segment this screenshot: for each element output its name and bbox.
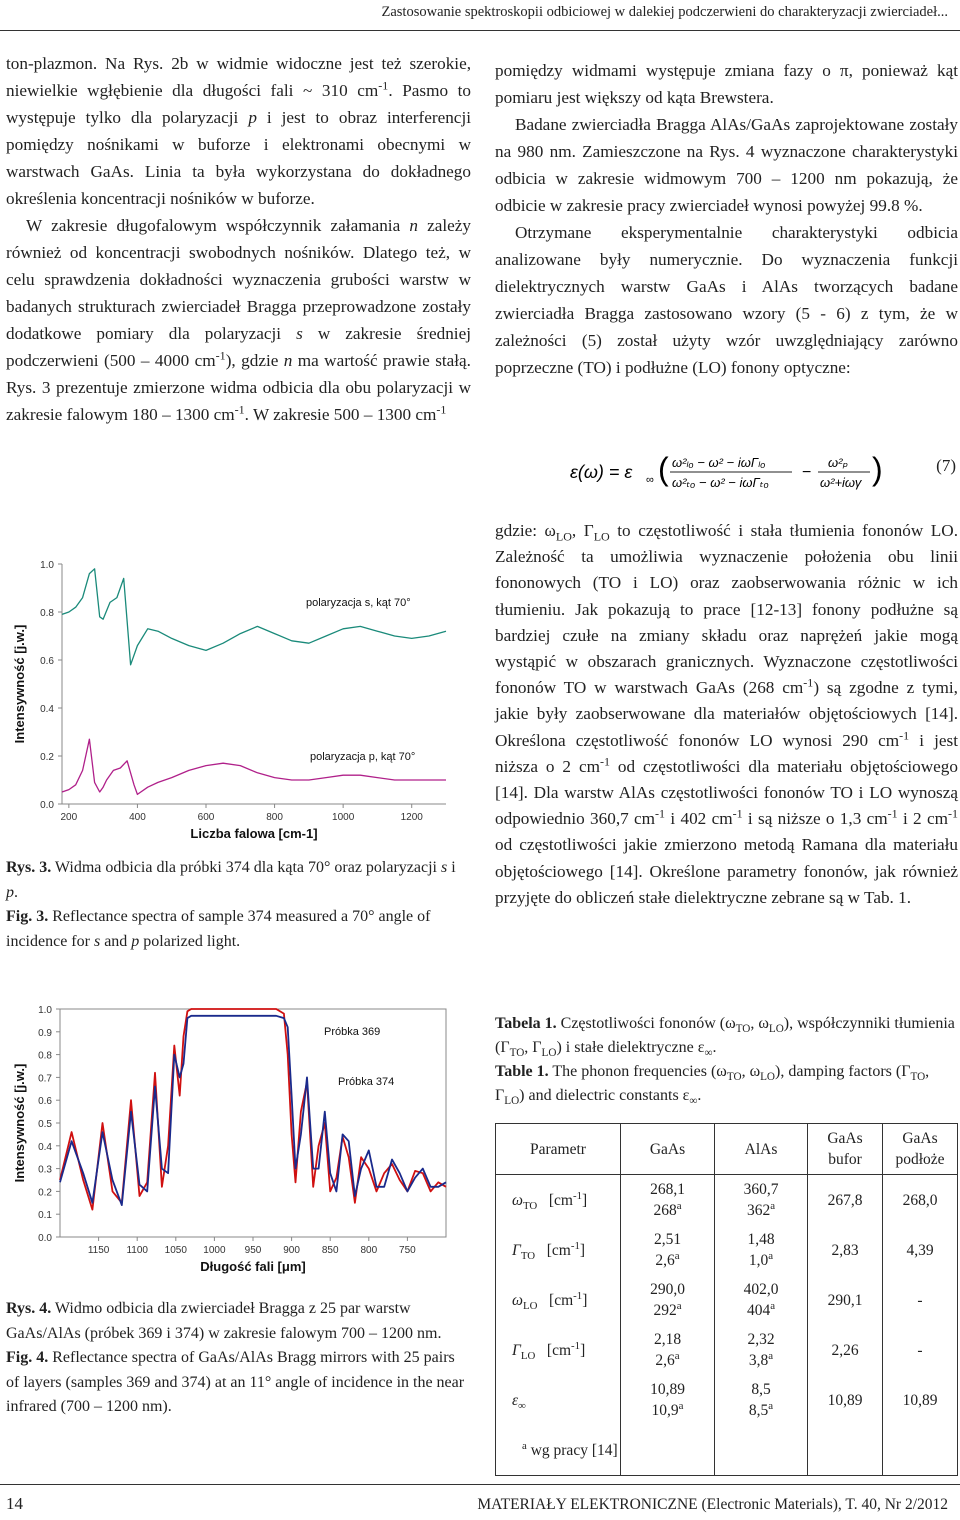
table-header: AlAs [715,1124,808,1175]
table-cell: 2,83 [808,1225,883,1275]
paragraph: ton-plazmon. Na Rys. 2b w widmie widoczne jest też szerokie, niewielkie wgłębienie dla długości fali ~ 310 $cm^{-1}$. Pasmo to występuje tylko dla polaryzacji p i jest to obraz interferencji pomiędzy nośnikami w buforze i elektronami obecnymi w warstwach GaAs. Linia ta była wykorzystana do dokładnego określenia koncentracji nośników w buforze. [6,54,471,208]
table-header: GaAs podłoże [883,1124,958,1175]
y-tick-label: 0.0 [38,1233,52,1244]
x-tick-label: 1000 [332,812,355,823]
table-cell-param: $\Gamma_{TO}$ $[cm^{-1}]$ [496,1225,621,1275]
table-cell: 360,7 362$^a$ [715,1175,808,1226]
y-tick-label: 0.4 [40,704,54,715]
right-column-text [495,57,958,381]
x-tick-label: 200 [60,812,78,823]
caption-english: Fig. 4. Reflectance spectra of GaAs/AlAs Bragg mirrors with 25 pairs of layers (samples 369 and 374) at an 11° angle of incidence in the near infrared (700 – 1200 nm). [6,1349,465,1415]
svg-text:∞: ∞ [646,474,654,486]
x-tick-label: 1200 [400,812,423,823]
x-tick-label: 950 [244,1245,262,1256]
x-tick-label: 1050 [164,1245,187,1256]
y-tick-label: 0.0 [40,800,54,811]
x-axis-label: Liczba falowa [cm-1] [190,826,318,841]
table-row [496,1225,958,1275]
table-header: GaAs bufor [808,1124,883,1175]
y-tick-label: 1.0 [40,560,54,571]
table-footnote: $^a$ wg pracy [14] [496,1425,621,1476]
y-axis-label: Intensywność [j.w.] [12,624,27,744]
y-tick-label: 0.2 [40,752,54,763]
series-label: polaryzacja s, kąt 70° [306,597,411,609]
y-axis-label: Intensywność [j.w.] [12,1063,27,1183]
series-line [62,569,446,665]
y-tick-label: 0.8 [40,608,54,619]
y-tick-label: 0.3 [38,1164,52,1176]
y-tick-label: 1.0 [38,1005,52,1016]
series-label: polaryzacja p, kąt 70° [310,751,416,763]
plot-frame [60,1009,446,1237]
table-cell-param: $\Gamma_{LO}$ $[cm^{-1}]$ [496,1325,621,1375]
table-cell: 10,89 [883,1375,958,1425]
footer-rule [0,1484,960,1485]
caption-english: Table 1. The phonon frequencies ($\omega_{TO}$, $\omega_{LO}$), damping factors ($\Gamma_{TO}$, $\Gamma_{LO}$) and dielectric constants $\varepsilon_\infty$. [495,1063,930,1108]
page-number: 14 [6,1494,23,1513]
table-row [496,1325,958,1375]
table-cell: 10,89 10,9$^a$ [621,1375,715,1425]
table-cell: 402,0 404$^a$ [715,1275,808,1325]
series-label: Próbka 374 [338,1076,395,1088]
caption-english: Fig. 3. Reflectance spectra of sample 374 measured a 70° angle of incidence for s and p polarized light. [6,908,431,950]
table-header: GaAs [621,1124,715,1175]
series-label: Próbka 369 [324,1026,381,1038]
x-tick-label: 1100 [126,1245,148,1256]
table-1-caption [495,1012,958,1108]
table-row [496,1175,958,1226]
table-footnote-row [496,1425,958,1476]
svg-text:−: − [802,464,812,481]
paragraph: Otrzymane eksperymentalnie charakterystyki odbicia analizowane były numerycznie. Do wyznaczenia funkcji dielektrycznych warstw GaAs i AlAs tworzących badane zwierciadła Bragga zastosowano wzory (5 - 6) z tym, że w zależności (5) został użyty wzór uwzględniający zarówno poprzeczne (TO) i podłużne (LO) fonony optyczne: [495,223,958,377]
right-column-text-2 [495,518,958,911]
figure-3-caption [6,856,471,954]
table-row [496,1375,958,1425]
figure-4-caption [6,1297,471,1420]
header-rule [0,30,960,31]
y-tick-label: 0.9 [38,1027,52,1039]
running-title: Zastosowanie spektroskopii odbiciowej w dalekiej podczerwieni do charakteryzacji zwierciadeł... [381,4,948,20]
y-tick-label: 0.5 [38,1119,52,1130]
y-tick-label: 0.4 [38,1141,52,1153]
table-header: Parametr [496,1124,621,1175]
table-cell-param: $\omega_{LO}$ $[cm^{-1}]$ [496,1275,621,1325]
svg-text:ω²ₚ: ω²ₚ [828,455,849,470]
x-tick-label: 900 [283,1245,300,1256]
series-line [62,739,446,794]
table-cell: 290,0 292$^a$ [621,1275,715,1325]
series-line [60,1016,446,1205]
x-tick-label: 600 [197,812,215,823]
table-cell-empty [808,1425,883,1476]
table-cell: 268,1 268$^a$ [621,1175,715,1226]
table-row [496,1275,958,1325]
figure-4-chart [6,995,468,1285]
caption-polish: Tabela 1. Częstotliwości fononów ($\omega_{TO}$, $\omega_{LO}$), współczynniki tłumienia ($\Gamma_{TO}$, $\Gamma_{LO}$) i stałe dielektryczne $\varepsilon_\infty$. [495,1015,955,1060]
x-tick-label: 1150 [87,1245,110,1256]
table-cell: 1,48 1,0$^a$ [715,1225,808,1275]
svg-text:ω²+iωγ: ω²+iωγ [820,475,862,490]
table-cell: 2,32 3,8$^a$ [715,1325,808,1375]
table-cell: - [883,1325,958,1375]
svg-text:ω²ₗₒ − ω² − iωΓₗₒ: ω²ₗₒ − ω² − iωΓₗₒ [672,455,766,470]
table-header-row [496,1124,958,1175]
table-1 [495,1123,958,1476]
journal-name: MATERIAŁY ELEKTRONICZNE (Electronic Materials), T. 40, Nr 2/2012 [477,1496,948,1513]
table-cell-param: $\omega_{TO}$ $[cm^{-1}]$ [496,1175,621,1226]
caption-polish: Rys. 4. Widmo odbicia dla zwierciadeł Bragga z 25 par warstw GaAs/AlAs (próbek 369 i 374) w zakresie falowym 700 – 1200 nm. [6,1300,442,1342]
table-cell-empty [621,1425,715,1476]
svg-text:(: ( [658,451,669,487]
x-tick-label: 400 [129,812,146,823]
y-tick-label: 0.6 [40,656,54,667]
x-tick-label: 750 [399,1245,416,1256]
equation-number: (7) [936,456,956,475]
paragraph: gdzie: $\omega_{LO}$, $\Gamma_{LO}$ to częstotliwość i stała tłumienia fononów LO. Zależność ta umożliwia wyznaczenie położenia obu linii fononowych (TO i LO) oraz zaobserwowania różnic w ich tłumieniu. Jak pokazują to prace [12-13] fonony podłużne są bardziej czułe na zmiany składu oraz naprężeń jakie mogą wystąpić w obszarach granicznych. Wyznaczone częstotliwości fononów TO w warstwach GaAs (268 $cm^{-1}$) są zgodne z tymi, jakie były zaobserwowane dla materiałów objętościowych [14]. Określona częstotliwość fononów LO wynosi 290 $cm^{-1}$ i jest niższa o 2 $cm^{-1}$ od częstotliwości dla materiału objętościowego [14]. Dla warstw AlAs częstotliwości fononów TO i LO wynoszą odpowiednio 360,7 $cm^{-1}$ i 402 $cm^{-1}$ i są niższe o 1,3 $cm^{-1}$ i 2 $cm^{-1}$ od częstotliwości jakie zmierzono metodą Ramana dla materiału objętościowego [14]. Określone parametry fononów, jak również przyjęte do obliczeń stałe dielektryczne zebrane są w Tab. 1. [495,521,958,907]
figure-3-chart [6,548,468,848]
table-cell: 2,18 2,6$^a$ [621,1325,715,1375]
running-header [0,0,960,38]
table-cell: 4,39 [883,1225,958,1275]
table-cell: 268,0 [883,1175,958,1226]
x-tick-label: 800 [360,1245,378,1256]
x-tick-label: 800 [266,812,283,823]
x-tick-label: 1000 [203,1245,226,1256]
equation-formula [570,450,900,492]
svg-text:ω²ₜₒ − ω² − iωΓₜₒ: ω²ₜₒ − ω² − iωΓₜₒ [672,475,769,490]
paragraph: W zakresie długofalowym współczynnik załamania n zależy również od koncentracji swobodnych nośników. Dlatego też, w celu sprawdzenia dokładności wyznaczenia grubości warstw w badanych strukturach zwierciadeł Bragga przeprowadzone zostały dodatkowe pomiary dla polaryzacji s w zakresie średniej podczerwieni (500 – 4000 $cm^{-1}$), gdzie n ma wartość prawie stałą. Rys. 3 prezentuje zmierzone widma odbicia dla obu polaryzacji w zakresie falowym 180 – 1300 $cm^{-1}$. W zakresie 500 – 1300 $cm^{-1}$ [6,216,471,424]
y-tick-label: 0.6 [38,1096,52,1108]
table-cell: 8,5 8,5$^a$ [715,1375,808,1425]
table-cell-param: $\varepsilon_\infty$ [496,1375,621,1425]
table-cell: 2,26 [808,1325,883,1375]
paragraph: Badane zwierciadła Bragga AlAs/GaAs zaprojektowane zostały na 980 nm. Zamieszczone na Rys. 4 wyznaczone charakterystyki odbicia w zakresie widmowym 700 – 1200 nm pokazują, że odbicie w zakresie pracy zwierciadeł wynosi powyżej 99.8 %. [495,115,958,215]
table-cell: 10,89 [808,1375,883,1425]
y-tick-label: 0.2 [38,1187,52,1199]
table-cell-empty [715,1425,808,1476]
equation-7 [570,450,960,492]
table-cell: 267,8 [808,1175,883,1226]
x-tick-label: 850 [321,1245,339,1256]
table-cell-empty [883,1425,958,1476]
y-tick-label: 0.8 [38,1050,52,1062]
left-column-text [6,50,471,428]
svg-text:): ) [872,451,883,487]
y-tick-label: 0.1 [38,1210,52,1222]
paragraph: pomiędzy widmami występuje zmiana fazy o π, ponieważ kąt pomiaru jest większy od kąta Brewstera. [495,61,958,107]
y-tick-label: 0.7 [38,1073,52,1085]
svg-text:ε(ω) = ε: ε(ω) = ε [570,462,633,482]
table-cell: 2,51 2,6$^a$ [621,1225,715,1275]
caption-polish: Rys. 3. Widma odbicia dla próbki 374 dla kąta 70° oraz polaryzacji s i p. [6,859,456,901]
x-axis-label: Długość fali [μm] [200,1259,306,1274]
series-line [60,1009,446,1210]
table-cell: 290,1 [808,1275,883,1325]
table-cell: - [883,1275,958,1325]
